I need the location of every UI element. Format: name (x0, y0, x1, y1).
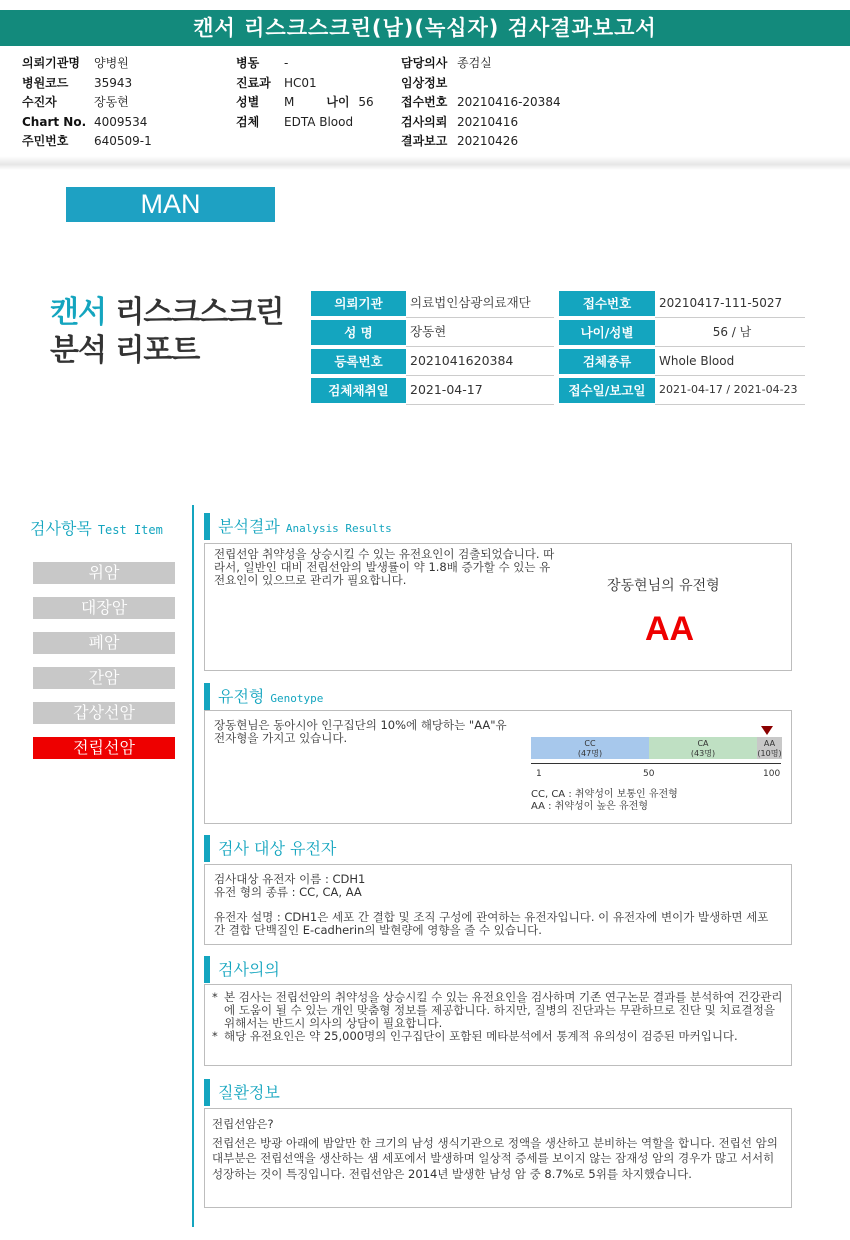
field-value: 35943 (94, 75, 133, 90)
patient-info-row (559, 376, 805, 405)
gene-box (204, 864, 792, 945)
header-field (236, 74, 374, 94)
bar-count: (10명) (757, 749, 782, 758)
genotype-legend (531, 789, 678, 813)
header-info-col1 (22, 54, 152, 152)
bar-count: (43명) (690, 749, 716, 758)
patient-info-label: 성 명 (311, 320, 406, 345)
patient-info-value: 2021-04-17 / 2021-04-23 (655, 376, 805, 405)
header-field (22, 132, 152, 152)
header-divider (0, 156, 850, 170)
gene-name: 검사대상 유전자 이름 : CDH1 (214, 872, 366, 886)
report-title-bar: 캔서 리스크스크린(남)(녹십자) 검사결과보고서 (0, 10, 850, 46)
patient-info-value: 의료법인삼광의료재단 (406, 289, 554, 318)
significance-list (212, 991, 787, 1043)
patient-info-row (311, 347, 554, 376)
field-label: 임상정보 (401, 75, 448, 90)
test-item-heading (30, 516, 163, 539)
section-heading-ko: 질환정보 (218, 1083, 280, 1102)
bar-name: CC (584, 739, 596, 748)
patient-info-value: 장동현 (406, 318, 554, 347)
field-label: 진료과 (236, 75, 271, 90)
header-info-col3 (401, 54, 561, 152)
genotype-value: AA (645, 610, 695, 648)
sidebar-divider (192, 505, 194, 1227)
patient-info-value: 2021-04-17 (406, 376, 554, 405)
field-value: EDTA Blood (284, 114, 354, 129)
genotype-bar-ca (649, 737, 757, 759)
gene-info (214, 873, 365, 899)
patient-info-label: 의뢰기관 (311, 291, 406, 316)
field-value: 20210416 (457, 114, 519, 129)
field-label: 병동 (236, 56, 260, 70)
header-field (236, 113, 374, 133)
patient-info-row (311, 289, 554, 318)
field-value: - (284, 56, 289, 70)
field-label: 검체 (236, 114, 260, 129)
analysis-section-heading (204, 513, 392, 540)
field-label: Chart No. (22, 114, 87, 129)
bar-name: CA (697, 739, 709, 748)
patient-info-label: 검체채취일 (311, 378, 406, 403)
title-highlight: 캔서 (50, 295, 106, 330)
test-item-colon[interactable]: 대장암 (33, 597, 175, 619)
axis-tick: 100 (763, 769, 781, 779)
bullet-star-icon: * (212, 990, 218, 1004)
test-item-prostate[interactable]: 전립선암 (33, 737, 175, 759)
significance-item (212, 991, 787, 1030)
patient-info-row (311, 318, 554, 347)
field-value: 4009534 (94, 114, 148, 129)
analysis-result-box (204, 543, 792, 671)
disease-info (212, 1117, 788, 1182)
genotype-box (204, 710, 792, 824)
significance-text: 해당 유전요인은 약 25,000명의 인구집단이 포함된 메타분석에서 통계적 유의성이 검증된 마커입니다. (224, 1029, 738, 1043)
section-heading-ko: 유전형 (218, 687, 265, 706)
header-field (401, 54, 561, 74)
field-label: 담당의사 (401, 56, 448, 70)
genotype-section-heading (204, 683, 323, 710)
genotype-bar-aa (757, 737, 782, 759)
patient-info-row (559, 289, 805, 318)
field-label: 의뢰기관명 (22, 56, 80, 70)
axis-tick: 1 (536, 769, 542, 779)
field-value: M (284, 95, 295, 109)
field-label: 나이 (326, 95, 350, 109)
field-label: 검사의뢰 (401, 114, 448, 129)
patient-info-value: 56 / 남 (655, 318, 805, 347)
field-label: 성별 (236, 95, 260, 109)
significance-section-heading (204, 956, 280, 983)
test-item-stomach[interactable]: 위암 (33, 562, 175, 584)
disease-question: 전립선암은? (212, 1117, 274, 1131)
patient-info-label: 나이/성별 (559, 320, 655, 345)
genotype-text: 장동현님은 동아시아 인구집단의 10%에 해당하는 "AA"유전자형을 가지고 있습니다. (214, 718, 507, 745)
field-label: 병원코드 (22, 75, 69, 90)
section-heading-ko: 검사 대상 유전자 (218, 839, 337, 858)
field-value: 56 (358, 95, 374, 109)
gender-badge: MAN (66, 187, 275, 222)
bullet-star-icon: * (212, 1029, 218, 1043)
patient-info-label: 등록번호 (311, 349, 406, 374)
field-label: 접수번호 (401, 95, 448, 109)
report-main-title (50, 294, 283, 370)
field-value: 장동현 (94, 95, 129, 109)
section-heading-en: Analysis Results (285, 522, 392, 535)
patient-info-table-left (311, 289, 554, 405)
legend-line: CC, CA : 취약성이 보통인 유전형 (531, 789, 678, 800)
patient-info-row (559, 347, 805, 376)
header-field (401, 93, 561, 113)
title-line1 (50, 294, 283, 332)
section-heading-ko: 검사의의 (218, 960, 280, 979)
field-label: 수진자 (22, 95, 57, 109)
significance-box (204, 984, 792, 1066)
header-field (22, 54, 152, 74)
field-value: 640509-1 (94, 134, 152, 148)
header-field (401, 132, 561, 152)
patient-info-table-right (559, 289, 805, 405)
patient-info-label: 접수일/보고일 (559, 378, 655, 403)
current-genotype-marker-icon (761, 726, 773, 735)
patient-info-label: 검체종류 (559, 349, 655, 374)
test-item-heading-en: Test Item (97, 523, 163, 537)
section-heading-ko: 분석결과 (218, 517, 280, 536)
field-value: 종검실 (457, 56, 492, 70)
genotype-axis (531, 763, 781, 764)
disease-section-heading (204, 1079, 280, 1106)
header-field (22, 113, 152, 133)
header-field (236, 54, 374, 74)
patient-info-value: Whole Blood (655, 347, 805, 376)
field-label: 결과보고 (401, 134, 448, 148)
gene-types: 유전 형의 종류 : CC, CA, AA (214, 885, 362, 899)
section-heading-en: Genotype (270, 692, 324, 705)
genotype-label: 장동현님의 유전형 (607, 578, 720, 594)
patient-info-value: 2021041620384 (406, 347, 554, 376)
bar-name: AA (763, 739, 776, 748)
patient-info-label: 접수번호 (559, 291, 655, 316)
patient-info-row (559, 318, 805, 347)
title-rest: 리스크스크린 (115, 295, 284, 330)
patient-info-row (311, 376, 554, 405)
field-value: 양병원 (94, 56, 129, 70)
header-field (401, 113, 561, 133)
field-value: HC01 (284, 75, 317, 90)
title-line2: 분석 리포트 (50, 333, 200, 368)
significance-text: 본 검사는 전립선암의 취약성을 상승시킬 수 있는 유전요인을 검사하며 기존 연구논문 결과를 분석하여 건강관리에 도움이 될 수 있는 개인 맞춤형 정보를 제공합니다. 하지만, 질병의 진단과는 무관하므로 진단 및 치료결정을 위해서는 반드시 의사의 상담이 필요합니다. (224, 990, 783, 1030)
field-value: 20210426 (457, 134, 519, 148)
header-info-col2 (236, 54, 374, 132)
header-field (236, 93, 374, 113)
disease-box (204, 1108, 792, 1208)
bar-count: (47명) (577, 749, 603, 758)
analysis-result-text: 전립선암 취약성을 상승시킬 수 있는 유전요인이 검출되었습니다. 따라서, 일반인 대비 전립선암의 발생률이 약 1.8배 증가할 수 있는 유전요인이 있으므로 관리가 필요합니다. (214, 547, 555, 587)
field-label: 주민번호 (22, 134, 69, 148)
genotype-bar-cc (531, 737, 649, 759)
disease-description: 전립선은 방광 아래에 밤알만 한 크기의 남성 생식기관으로 정액을 생산하고 분비하는 역할을 합니다. 전립선 암의 대부분은 전립선액을 생산하는 샘 세포에서 발생하며 일상적 증세를 보이지 않는 잠재성 암의 경우가 많고 서서히 성장하는 것이 특징입니다. 전립선암은 2014년 발생한 남성 암 중 8.7%로 5위를 차지했습니다. (212, 1135, 778, 1181)
significance-item (212, 1030, 787, 1043)
gene-section-heading (204, 835, 336, 862)
patient-info-value: 20210417-111-5027 (655, 289, 805, 318)
test-item-thyroid[interactable]: 갑상선암 (33, 702, 175, 724)
header-field (22, 93, 152, 113)
test-item-lung[interactable]: 폐암 (33, 632, 175, 654)
legend-line: AA : 취약성이 높은 유전형 (531, 801, 648, 812)
field-value: 20210416-20384 (457, 95, 561, 109)
axis-tick: 50 (643, 769, 655, 779)
header-field (22, 74, 152, 94)
test-item-heading-ko: 검사항목 (30, 519, 92, 538)
gene-description: 유전자 설명 : CDH1은 세포 간 결합 및 조직 구성에 관여하는 유전자입니다. 이 유전자에 변이가 발생하면 세포 간 결합 단백질인 E-cadherin의 발현량에 영향을 줄 수 있습니다. (214, 910, 769, 937)
test-item-liver[interactable]: 간암 (33, 667, 175, 689)
header-field (401, 74, 561, 94)
